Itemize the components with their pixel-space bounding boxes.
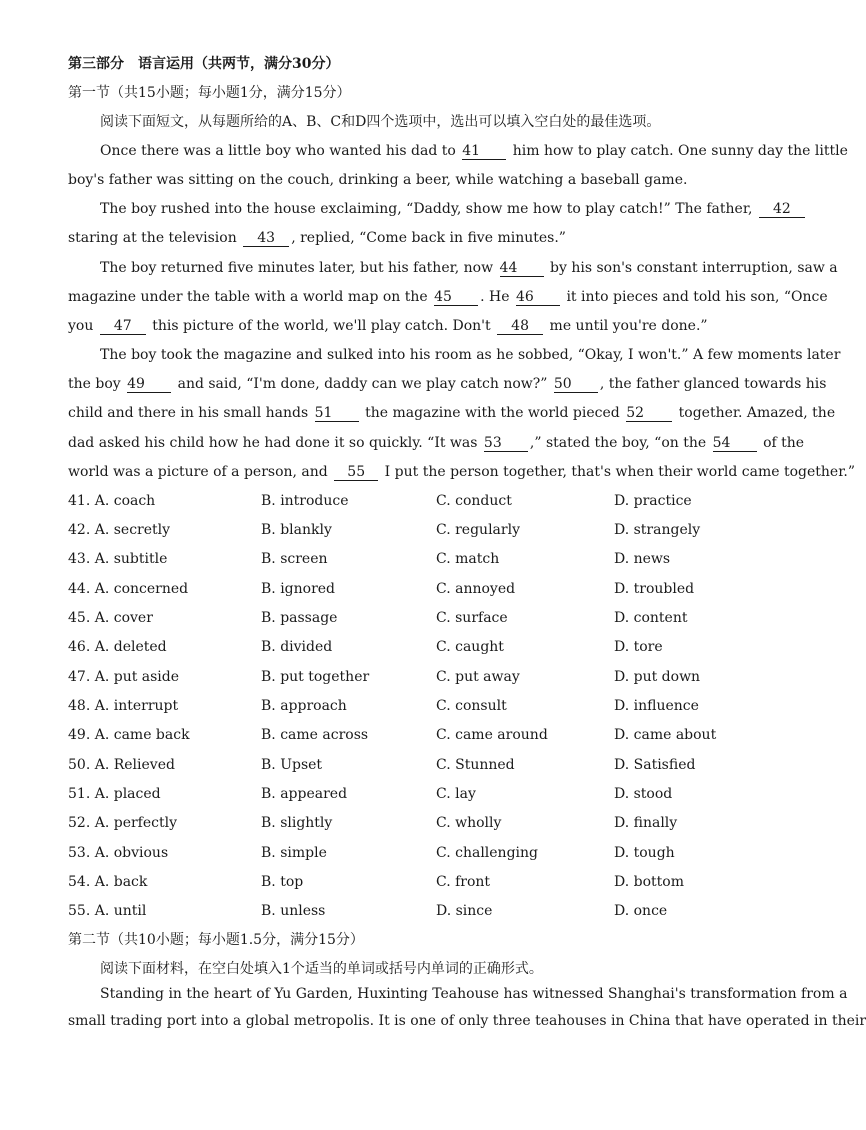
option-c[interactable]: C. wholly — [436, 815, 502, 831]
option-d[interactable]: D. practice — [614, 493, 692, 509]
option-b[interactable]: B. came across — [261, 727, 369, 743]
passage-line: small trading port into a global metropolis. It is one of only three teahouses in China that have operated in their — [68, 1013, 866, 1029]
option-b[interactable]: B. screen — [261, 551, 328, 567]
option-c[interactable]: C. challenging — [436, 845, 538, 861]
option-d[interactable]: D. troubled — [614, 581, 695, 597]
option-b[interactable]: B. put together — [261, 669, 370, 685]
option-c[interactable]: C. surface — [436, 610, 508, 626]
option-d[interactable]: D. stood — [614, 786, 673, 802]
passage-line: the boy 49 and said, “I'm done, daddy can we play catch now?” 50 , the father glanced towards his — [68, 376, 827, 392]
option-b[interactable]: B. slightly — [261, 815, 333, 831]
passage-line: staring at the television 43 , replied, “Come back in five minutes.” — [68, 230, 566, 246]
passage-line: The boy took the magazine and sulked into his room as he sobbed, “Okay, I won't.” A few moments later — [100, 347, 841, 363]
option-a[interactable]: 53. A. obvious — [68, 845, 169, 861]
option-a[interactable]: 43. A. subtitle — [68, 551, 168, 567]
option-c[interactable]: C. conduct — [436, 493, 512, 509]
option-b[interactable]: B. top — [261, 874, 304, 890]
blank-43[interactable]: 43 — [243, 230, 289, 247]
part3-heading: 第三部分 语言运用（共两节，满分30分） — [68, 56, 340, 72]
option-b[interactable]: B. blankly — [261, 522, 332, 538]
option-d[interactable]: D. content — [614, 610, 688, 626]
option-a[interactable]: 48. A. interrupt — [68, 698, 179, 714]
option-b[interactable]: B. passage — [261, 610, 338, 626]
option-b[interactable]: B. ignored — [261, 581, 336, 597]
passage-line: boy's father was sitting on the couch, drinking a beer, while watching a baseball game. — [68, 172, 688, 188]
blank-48[interactable]: 48 — [497, 318, 543, 335]
blank-55[interactable]: 55 — [334, 464, 378, 481]
blank-41[interactable]: 41 — [462, 143, 506, 160]
passage-line: The boy returned five minutes later, but his father, now 44 by his son's constant interruption, saw a — [100, 260, 838, 276]
option-d[interactable]: D. put down — [614, 669, 701, 685]
option-a[interactable]: 52. A. perfectly — [68, 815, 177, 831]
option-c[interactable]: C. came around — [436, 727, 548, 743]
option-b[interactable]: B. divided — [261, 639, 333, 655]
section1-heading: 第一节（共15小题；每小题1分，满分15分） — [68, 85, 351, 101]
passage-line: child and there in his small hands 51 the magazine with the world pieced 52 together. Amazed, the — [68, 405, 836, 421]
option-c[interactable]: C. match — [436, 551, 500, 567]
passage-line: Standing in the heart of Yu Garden, Huxinting Teahouse has witnessed Shanghai's transformation from a — [100, 986, 848, 1002]
option-d[interactable]: D. tough — [614, 845, 675, 861]
blank-53[interactable]: 53 — [484, 435, 528, 452]
blank-47[interactable]: 47 — [100, 318, 146, 335]
option-a[interactable]: 45. A. cover — [68, 610, 153, 626]
option-d[interactable]: D. came about — [614, 727, 717, 743]
option-d[interactable]: D. news — [614, 551, 671, 567]
option-b[interactable]: B. unless — [261, 903, 326, 919]
option-a[interactable]: 42. A. secretly — [68, 522, 171, 538]
passage-line: magazine under the table with a world map on the 45 . He 46 it into pieces and told his son, “Once — [68, 289, 828, 305]
option-d[interactable]: D. strangely — [614, 522, 701, 538]
option-d[interactable]: D. tore — [614, 639, 663, 655]
option-b[interactable]: B. Upset — [261, 757, 323, 773]
blank-44[interactable]: 44 — [500, 260, 544, 277]
passage-line: world was a picture of a person, and 55 I put the person together, that's when their world came together.” — [68, 464, 855, 480]
option-b[interactable]: B. simple — [261, 845, 327, 861]
option-a[interactable]: 55. A. until — [68, 903, 147, 919]
passage-line: you 47 this picture of the world, we'll play catch. Don't 48 me until you're done.” — [68, 318, 708, 334]
option-c[interactable]: C. annoyed — [436, 581, 516, 597]
option-c[interactable]: C. regularly — [436, 522, 520, 538]
option-c[interactable]: C. caught — [436, 639, 504, 655]
option-d[interactable]: D. influence — [614, 698, 699, 714]
option-a[interactable]: 41. A. coach — [68, 493, 156, 509]
option-c[interactable]: C. front — [436, 874, 491, 890]
blank-52[interactable]: 52 — [626, 405, 672, 422]
option-d[interactable]: D. bottom — [614, 874, 684, 890]
option-a[interactable]: 47. A. put aside — [68, 669, 180, 685]
option-a[interactable]: 44. A. concerned — [68, 581, 189, 597]
blank-46[interactable]: 46 — [516, 289, 560, 306]
passage-line: The boy rushed into the house exclaiming, “Daddy, show me how to play catch!” The father, 42 — [100, 199, 807, 219]
option-d[interactable]: D. Satisfied — [614, 757, 696, 773]
option-d[interactable]: D. once — [614, 903, 668, 919]
blank-50[interactable]: 50 — [554, 376, 598, 393]
option-c[interactable]: D. since — [436, 903, 493, 919]
blank-45[interactable]: 45 — [434, 289, 478, 306]
section1-instruction: 阅读下面短文，从每题所给的A、B、C和D四个选项中，选出可以填入空白处的最佳选项。 — [100, 114, 661, 130]
passage-line: Once there was a little boy who wanted his dad to 41 him how to play catch. One sunny day the little — [100, 143, 848, 159]
section2-instruction: 阅读下面材料，在空白处填入1个适当的单词或括号内单词的正确形式。 — [100, 961, 543, 977]
option-b[interactable]: B. appeared — [261, 786, 348, 802]
blank-54[interactable]: 54 — [713, 435, 757, 452]
option-a[interactable]: 51. A. placed — [68, 786, 161, 802]
option-a[interactable]: 54. A. back — [68, 874, 148, 890]
option-b[interactable]: B. approach — [261, 698, 347, 714]
option-a[interactable]: 50. A. Relieved — [68, 757, 175, 773]
blank-51[interactable]: 51 — [315, 405, 359, 422]
option-d[interactable]: D. finally — [614, 815, 678, 831]
passage-line: dad asked his child how he had done it so quickly. “It was 53 ,” stated the boy, “on the 54 of the — [68, 435, 805, 451]
section2-heading: 第二节（共10小题；每小题1.5分，满分15分） — [68, 932, 364, 948]
option-c[interactable]: C. lay — [436, 786, 476, 802]
option-a[interactable]: 49. A. came back — [68, 727, 190, 743]
blank-42[interactable]: 42 — [759, 201, 805, 218]
blank-49[interactable]: 49 — [127, 376, 171, 393]
option-c[interactable]: C. consult — [436, 698, 507, 714]
option-c[interactable]: C. put away — [436, 669, 520, 685]
option-b[interactable]: B. introduce — [261, 493, 349, 509]
option-a[interactable]: 46. A. deleted — [68, 639, 167, 655]
option-c[interactable]: C. Stunned — [436, 757, 515, 773]
